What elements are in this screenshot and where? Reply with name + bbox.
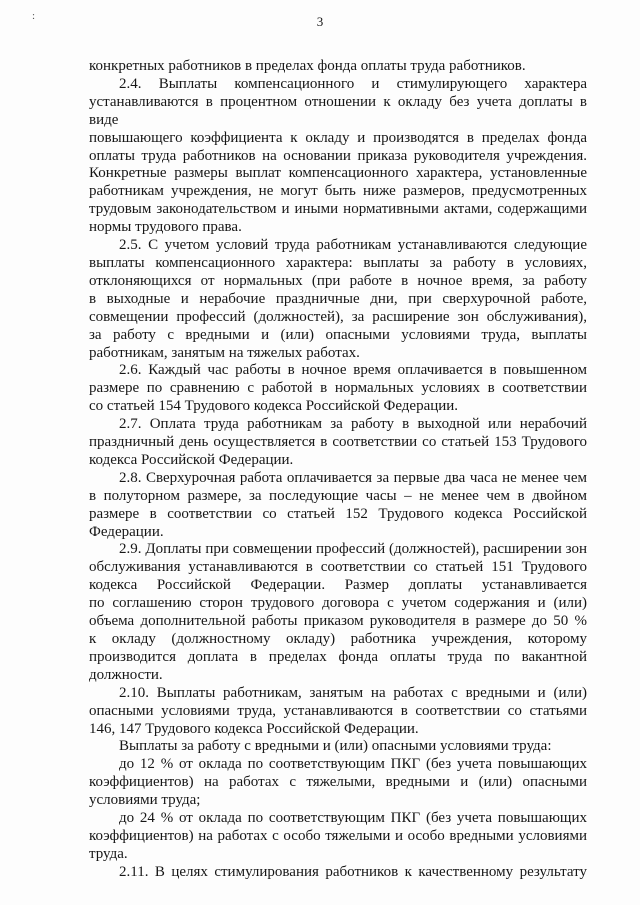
text-line: 2.10. Выплаты работникам, занятым на работах с вредными и (или) <box>119 684 587 701</box>
text-line: 2.4. Выплаты компенсационного и стимулирующего характера <box>119 75 587 92</box>
text-line: устанавливаются в процентном отношении к окладу без учета доплаты в виде <box>89 93 587 128</box>
text-line: за работу с вредными и (или) опасными условиями труда, выплаты <box>89 326 587 343</box>
text-line: 2.5. С учетом условий труда работникам устанавливаются следующие <box>119 237 587 254</box>
text-line: работникам, занятым на тяжелых работах. <box>89 344 360 361</box>
page-number: 3 <box>316 14 324 29</box>
text-line: Конкретные размеры выплат компенсационного характера, установленные <box>89 165 587 182</box>
text-line: трудовым законодательством и иными нормативными актами, содержащими <box>89 201 587 218</box>
text-line: коэффициентов) на работах с особо тяжелыми и особо вредными условиями <box>89 827 587 844</box>
text-line: 2.6. Каждый час работы в ночное время оплачивается в повышенном <box>119 362 587 379</box>
text-line: 146, 147 Трудового кодекса Российской Федерации. <box>89 720 419 737</box>
text-line: размере по сравнению с работой в нормальных условиях в соответствии <box>89 380 587 397</box>
text-line: должности. <box>89 666 163 683</box>
text-line: в полуторном размере, за последующие часы – не менее чем в двойном <box>89 487 587 504</box>
text-line: размере в соответствии со статьей 152 Трудового кодекса Российской <box>89 505 587 522</box>
text-line: коэффициентов) на работах с тяжелыми, вредными и (или) опасными <box>89 774 587 791</box>
document-body <box>89 58 587 882</box>
text-line: 2.9. Доплаты при совмещении профессий (должностей), расширении зон <box>119 541 587 558</box>
text-line: 2.8. Сверхурочная работа оплачивается за первые два часа не менее чем <box>119 469 587 486</box>
text-line: до 24 % от оклада по соответствующим ПКГ (без учета повышающих <box>119 810 587 827</box>
text-line: праздничный день осуществляется в соответствии со статьей 153 Трудового <box>89 434 587 451</box>
text-line: к окладу (должностному окладу) работника учреждения, которому <box>89 631 587 647</box>
text-line: совмещении профессий (должностей), за расширение зон обслуживания), <box>89 308 587 325</box>
text-line: труда. <box>89 845 128 862</box>
text-line: Выплаты за работу с вредными и (или) опасными условиями труда: <box>119 738 552 755</box>
text-line: производится доплата в пределах фонда оплаты труда по вакантной <box>89 648 587 665</box>
text-line: кодекса Российской Федерации. Размер доплаты устанавливается <box>89 577 587 594</box>
text-line: до 12 % от оклада по соответствующим ПКГ (без учета повышающих <box>119 756 587 773</box>
text-line: 2.11. В целях стимулирования работников к качественному результату <box>119 863 587 880</box>
text-line: обслуживания устанавливаются в соответствии со статьей 151 Трудового <box>89 559 587 576</box>
text-line: со статьей 154 Трудового кодекса Российской Федерации. <box>89 398 459 415</box>
text-line: Федерации. <box>89 523 164 540</box>
text-line: объема дополнительной работы приказом руководителя в размере до 50 % <box>89 613 587 630</box>
text-line: выплаты компенсационного характера: выплаты за работу в условиях, <box>89 254 587 271</box>
text-line: условиями труда; <box>89 792 201 809</box>
text-line: оплаты труда работников на основании приказа руководителя учреждения. <box>89 147 587 164</box>
text-line: опасными условиями труда, устанавливаются в соответствии со статьями <box>89 702 587 719</box>
scan-mark: : <box>32 10 36 22</box>
text-line: конкретных работников в пределах фонда оплаты труда работников. <box>89 58 526 74</box>
text-line: нормы трудового права. <box>89 219 242 236</box>
text-line: повышающего коэффициента к окладу и производятся в пределах фонда <box>89 129 587 146</box>
text-line: 2.7. Оплата труда работникам за работу в выходной или нерабочий <box>119 416 587 433</box>
text-line: кодекса Российской Федерации. <box>89 451 294 468</box>
text-line: отклоняющихся от нормальных (при работе в ночное время, за работу <box>89 272 587 289</box>
text-line: работникам учреждения, не могут быть ниже размеров, предусмотренных <box>89 183 587 200</box>
text-line: в выходные и нерабочие праздничные дни, при сверхурочной работе, <box>89 290 587 307</box>
text-line: по соглашению сторон трудового договора с учетом содержания и (или) <box>89 595 587 612</box>
